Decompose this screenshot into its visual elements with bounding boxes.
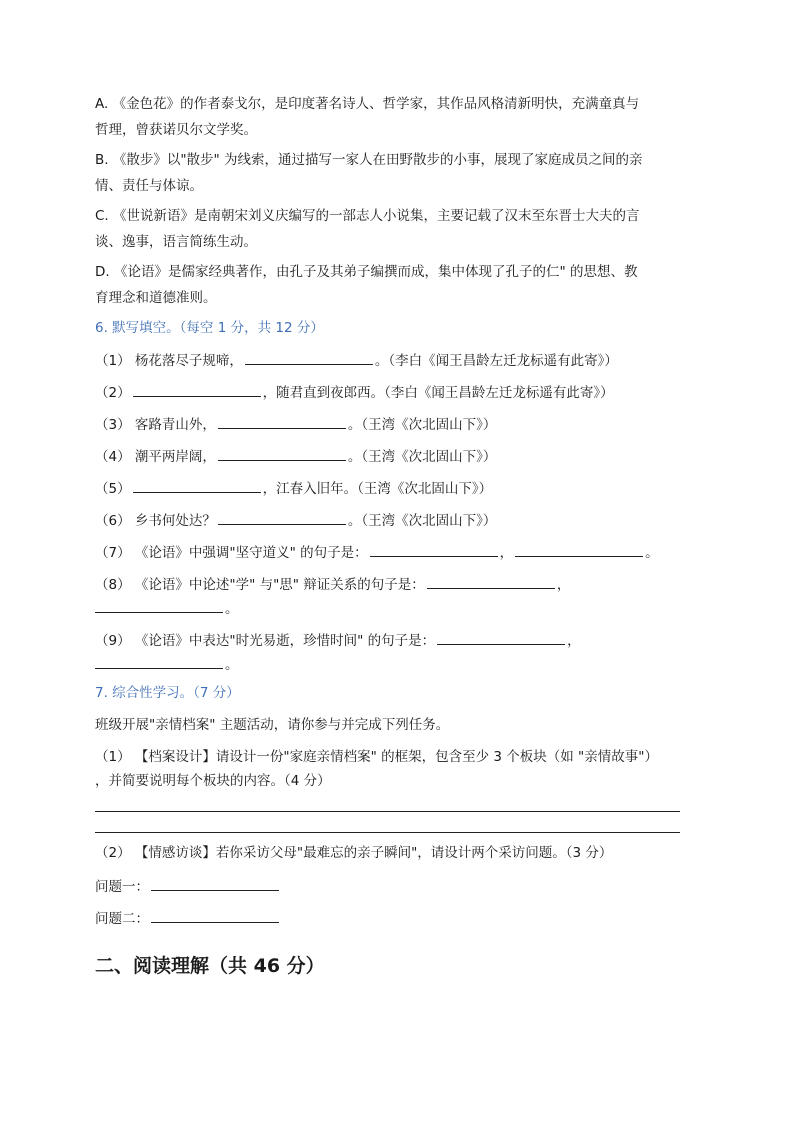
option-d-line2: 育理念和道德准则。 (95, 290, 217, 306)
question-7-intro: 班级开展"亲情档案" 主题活动，请你参与并完成下列任务。 (95, 717, 450, 733)
q7-question-2 (95, 908, 705, 928)
option-b-line2: 情、责任与体谅。 (95, 178, 203, 194)
option-d-line1: D. 《论语》是儒家经典著作，由孔子及其弟子编撰而成，集中体现了孔子的仁" 的思想、教 (95, 264, 638, 280)
q6-item-7-end: 。 (645, 545, 659, 561)
q6-item-6-prompt: （6） 乡书何处达？ (95, 513, 216, 529)
q7-task-2: （2） 【情感访谈】若你采访父母"最难忘的亲子瞬间"，请设计两个采访问题。（3 分） (95, 845, 613, 861)
q6-item-9 (95, 630, 705, 650)
q6-item-2 (95, 382, 705, 402)
answer-blank[interactable] (218, 446, 346, 461)
q6-item-3-prompt: （3） 客路青山外， (95, 417, 216, 433)
q6-item-7-separator: ， (499, 545, 514, 561)
option-a-line2: 哲理，曾获诺贝尔文学奖。 (95, 122, 257, 138)
option-c-line1: C. 《世说新语》是南朝宋刘义庆编写的一部志人小说集，主要记载了汉末至东晋士大夫的言 (95, 208, 640, 224)
q6-item-8-prompt: （8） 《论语》中论述"学" 与"思" 辩证关系的句子是： (95, 577, 425, 593)
q6-item-6-source: 。（王湾《次北固山下》） (347, 513, 497, 529)
answer-blank[interactable] (515, 542, 643, 557)
answer-blank[interactable] (245, 350, 373, 365)
q6-item-7 (95, 542, 705, 562)
q6-item-9-end: 。 (225, 657, 239, 673)
answer-blank[interactable] (437, 630, 565, 645)
answer-blank[interactable] (427, 574, 555, 589)
answer-blank[interactable] (151, 876, 279, 891)
answer-line[interactable] (95, 811, 680, 812)
q6-item-8-end: 。 (225, 601, 239, 617)
q6-item-5 (95, 478, 705, 498)
option-c-line2: 谈、逸事，语言简练生动。 (95, 234, 257, 250)
answer-blank[interactable] (218, 510, 346, 525)
option-a-line1: A. 《金色花》的作者泰戈尔，是印度著名诗人、哲学家，其作品风格清新明快，充满童真与 (95, 96, 640, 112)
q6-item-4 (95, 446, 705, 466)
question-7-title: 7. 综合性学习。（7 分） (95, 685, 240, 701)
q6-item-1-source: 。（李白《闻王昌龄左迁龙标遥有此寄》） (374, 353, 618, 369)
answer-blank[interactable] (218, 414, 346, 429)
q6-item-8 (95, 574, 705, 594)
answer-blank[interactable] (370, 542, 498, 557)
answer-line[interactable] (95, 832, 680, 833)
answer-blank[interactable] (95, 654, 223, 669)
q7-task-1-line2: ，并简要说明每个板块的内容。（4 分） (95, 773, 331, 789)
q6-item-9-separator: ， (567, 633, 581, 649)
q7-task-1-line1: （1） 【档案设计】请设计一份"家庭亲情档案" 的框架，包含至少 3 个板块（如 "亲情故事"） (95, 749, 658, 765)
question-2-label: 问题二： (95, 911, 149, 927)
section-2-heading: 二、阅读理解（共 46 分） (95, 955, 325, 977)
answer-blank[interactable] (133, 478, 261, 493)
question-1-label: 问题一： (95, 879, 149, 895)
q6-item-6 (95, 510, 705, 530)
q6-item-8-separator: ， (556, 577, 571, 593)
q6-item-8-cont (95, 598, 705, 618)
q6-item-7-prompt: （7） 《论语》中强调"坚守道义" 的句子是： (95, 545, 368, 561)
answer-blank[interactable] (133, 382, 261, 397)
q6-item-1 (95, 350, 705, 370)
answer-blank[interactable] (151, 908, 279, 923)
q6-item-2-number: （2） (95, 385, 131, 401)
option-b-line1: B. 《散步》以"散步" 为线索，通过描写一家人在田野散步的小事，展现了家庭成员之间的亲 (95, 152, 643, 168)
q6-item-1-prompt: （1） 杨花落尽子规啼， (95, 353, 243, 369)
answer-blank[interactable] (95, 598, 223, 613)
q6-item-2-source: ，随君直到夜郎西。（李白《闻王昌龄左迁龙标遥有此寄》） (262, 385, 614, 401)
q6-item-4-source: 。（王湾《次北固山下》） (347, 449, 497, 465)
q7-question-1 (95, 876, 705, 896)
q6-item-5-number: （5） (95, 481, 131, 497)
q6-item-4-prompt: （4） 潮平两岸阔， (95, 449, 216, 465)
q6-item-9-cont (95, 654, 705, 674)
q6-item-3-source: 。（王湾《次北固山下》） (347, 417, 497, 433)
q6-item-3 (95, 414, 705, 434)
q6-item-9-prompt: （9） 《论语》中表达"时光易逝，珍惜时间" 的句子是： (95, 633, 436, 649)
q6-item-5-source: ，江春入旧年。（王湾《次北固山下》） (262, 481, 493, 497)
question-6-title: 6. 默写填空。（每空 1 分，共 12 分） (95, 320, 324, 336)
